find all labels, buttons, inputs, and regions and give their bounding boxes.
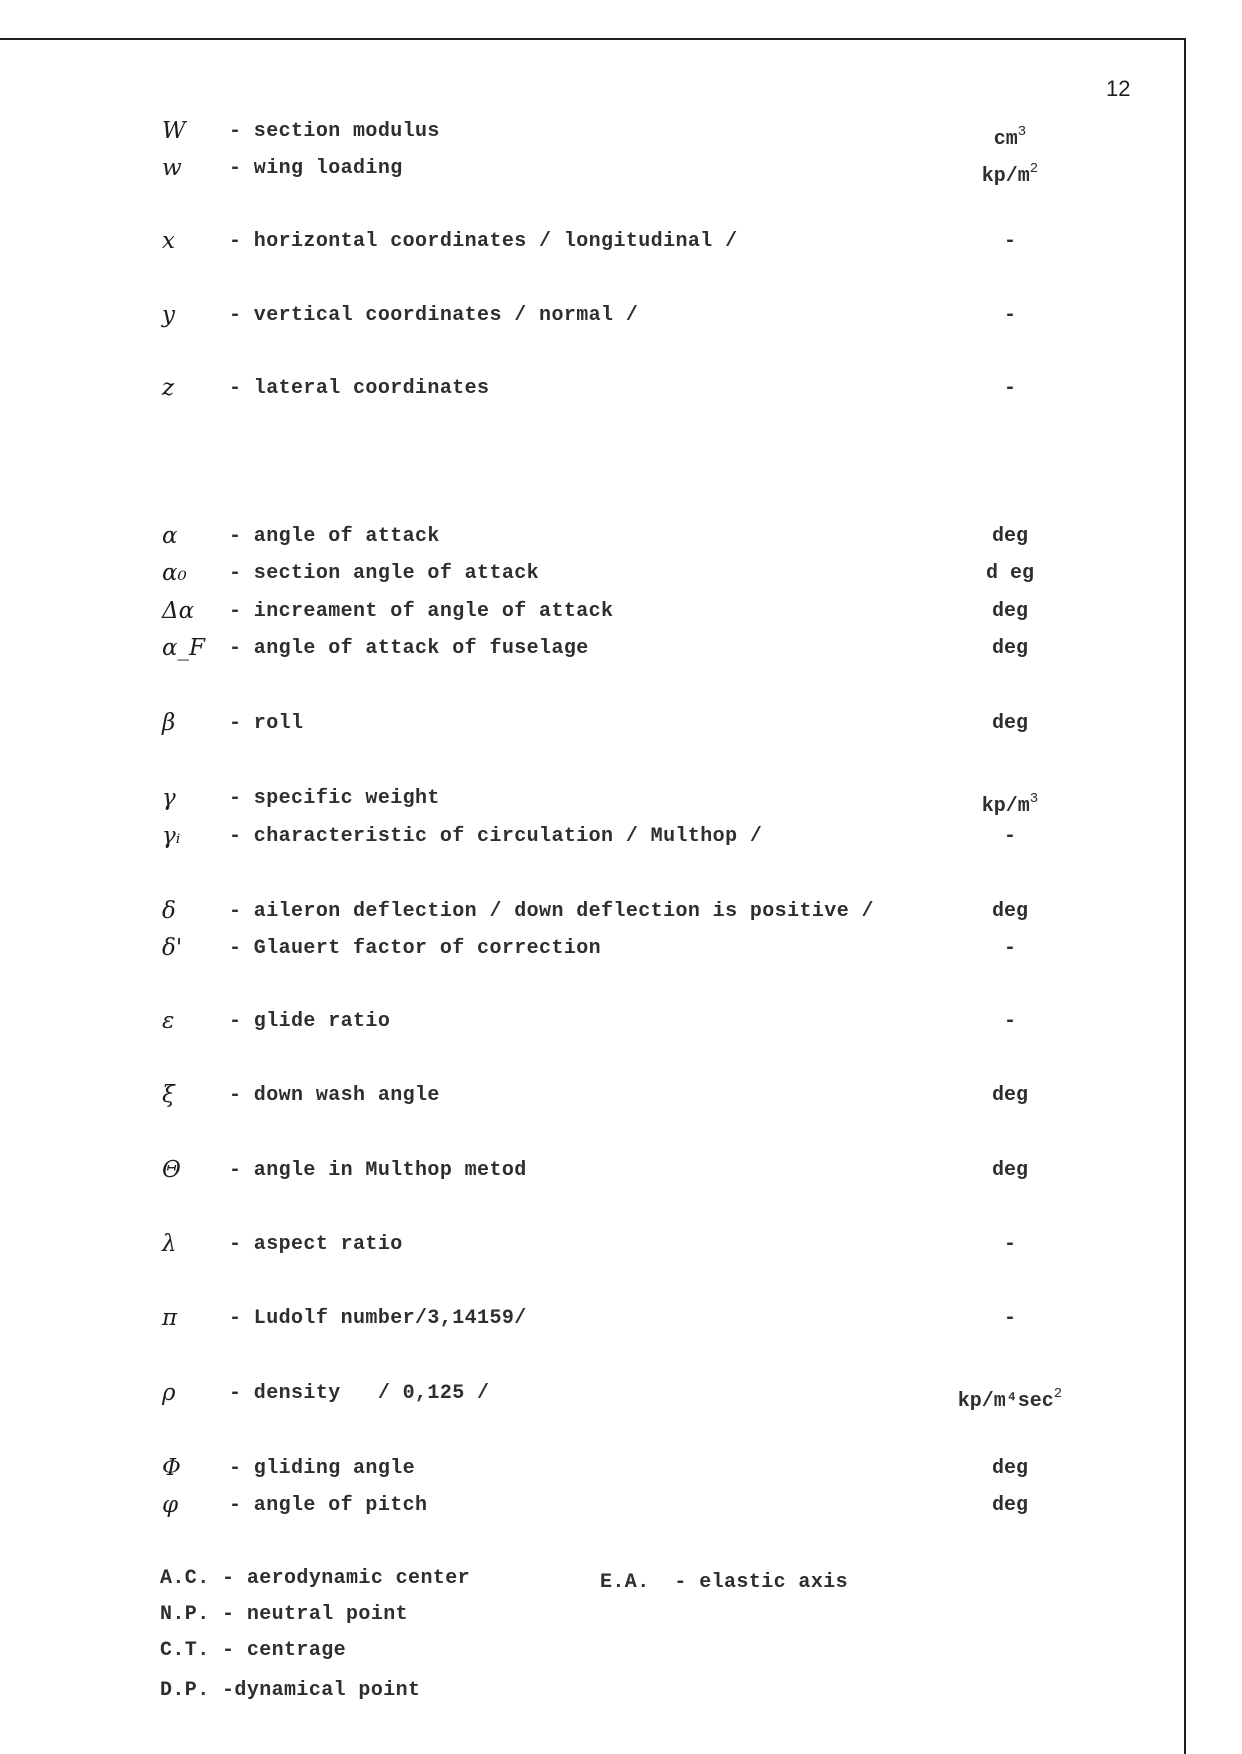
symbol-description: - angle of pitch [229,1494,428,1517]
symbol-row [0,1380,1180,1413]
symbol-row [0,302,1180,332]
symbol: Θ [162,1157,181,1183]
unit-base: kp/m⁴sec [957,1390,1054,1413]
symbol: φ [162,1492,179,1518]
symbol-description: - angle of attack [229,525,440,548]
symbol-row [0,1231,1180,1261]
symbol-description: - roll [229,712,304,735]
symbol-row [0,228,1180,258]
unit-base: deg [991,1159,1029,1182]
unit-base: - [1003,1010,1017,1033]
unit-base: deg [991,1084,1029,1107]
unit-exponent: 2 [1053,1386,1063,1402]
symbol-row [0,1492,1180,1522]
unit-base: deg [991,900,1029,923]
unit-base: - [1003,304,1017,327]
symbol-description: - Ludolf number/3,14159/ [229,1307,527,1330]
abbreviation-aerodynamic-center: A.C. - aerodynamic center [160,1567,471,1590]
unit-base: - [1003,377,1017,400]
symbol-row [0,1082,1180,1112]
symbol-row [0,523,1180,553]
symbol: ε [162,1008,175,1034]
symbol-row [0,155,1180,188]
symbol: β [162,710,176,736]
symbol-description: - vertical coordinates / normal / [229,304,639,327]
abbreviation-dynamical-point: D.P. -dynamical point [160,1679,421,1702]
unit-base: deg [991,1494,1029,1517]
symbol-description: - glide ratio [229,1010,391,1033]
symbol-row [0,1157,1180,1187]
abbreviation-elastic-axis: E.A. - elastic axis [600,1571,849,1594]
symbol: λ [162,1231,177,1257]
symbol-row [0,118,1180,151]
symbol-description: - lateral coordinates [229,377,490,400]
symbol-row [0,898,1180,928]
symbol-row [0,823,1180,853]
symbol-description: - Glauert factor of correction [229,937,602,960]
unit-base: - [1003,1233,1017,1256]
unit-base: kp/m [981,795,1030,818]
symbol-description: - angle of attack of fuselage [229,637,589,660]
symbol: z [162,375,175,401]
symbol-description: - density / 0,125 / [229,1382,490,1405]
symbol-row [0,560,1180,590]
page-border-right [1184,38,1186,1754]
page-border-top [0,38,1186,40]
unit-exponent: 3 [1017,124,1027,140]
unit-base: kp/m [981,165,1030,188]
unit-base: deg [991,600,1029,623]
symbol-row [0,1305,1180,1335]
symbol-description: - aspect ratio [229,1233,403,1256]
unit-base: - [1003,937,1017,960]
symbol: ρ [162,1380,176,1406]
symbol-row [0,1008,1180,1038]
symbol: y [162,302,175,328]
unit-base: deg [991,712,1029,735]
symbol: α [162,523,178,549]
symbol: x [162,228,175,254]
unit-base: - [1003,825,1017,848]
symbol: α_F [162,635,205,661]
abbreviation-neutral-point: N.P. - neutral point [160,1603,409,1626]
symbol-row [0,785,1180,818]
symbol-description: - increament of angle of attack [229,600,614,623]
symbol-row [0,1455,1180,1485]
unit-base: - [1003,1307,1017,1330]
symbol-row [0,635,1180,665]
symbol-description: - down wash angle [229,1084,440,1107]
symbol: α₀ [162,560,187,586]
symbol: w [162,155,182,181]
symbol: π [162,1305,178,1331]
symbol-row [0,598,1180,628]
symbol: W [162,118,186,144]
symbol-description: - angle in Multhop metod [229,1159,527,1182]
symbol-row [0,375,1180,405]
unit-base: - [1003,230,1017,253]
symbol: δ [162,898,176,924]
abbreviation-centrage: C.T. - centrage [160,1639,347,1662]
unit-base: deg [991,637,1029,660]
symbol: γ [162,785,176,811]
unit-exponent: 3 [1029,791,1039,807]
symbol-description: - specific weight [229,787,440,810]
unit-base: deg [991,1457,1029,1480]
symbol: Φ [162,1455,181,1481]
symbol: γᵢ [162,823,181,849]
symbol-row [0,935,1180,965]
unit-base: d eg [985,562,1035,585]
symbol: δ' [162,935,183,961]
symbol-description: - section angle of attack [229,562,540,585]
symbol-description: - wing loading [229,157,403,180]
unit-base: cm [993,128,1018,151]
symbol: ξ [162,1082,175,1108]
page-number: 12 [1106,76,1131,101]
symbol-description: - section modulus [229,120,440,143]
symbol-description: - gliding angle [229,1457,416,1480]
symbol-description: - aileron deflection / down deflection is positive / [229,900,874,923]
symbol-description: - characteristic of circulation / Multhop / [229,825,763,848]
symbol: Δα [162,598,195,624]
unit-exponent: 2 [1029,161,1039,177]
symbol-description: - horizontal coordinates / longitudinal / [229,230,738,253]
symbol-row [0,710,1180,740]
unit-base: deg [991,525,1029,548]
